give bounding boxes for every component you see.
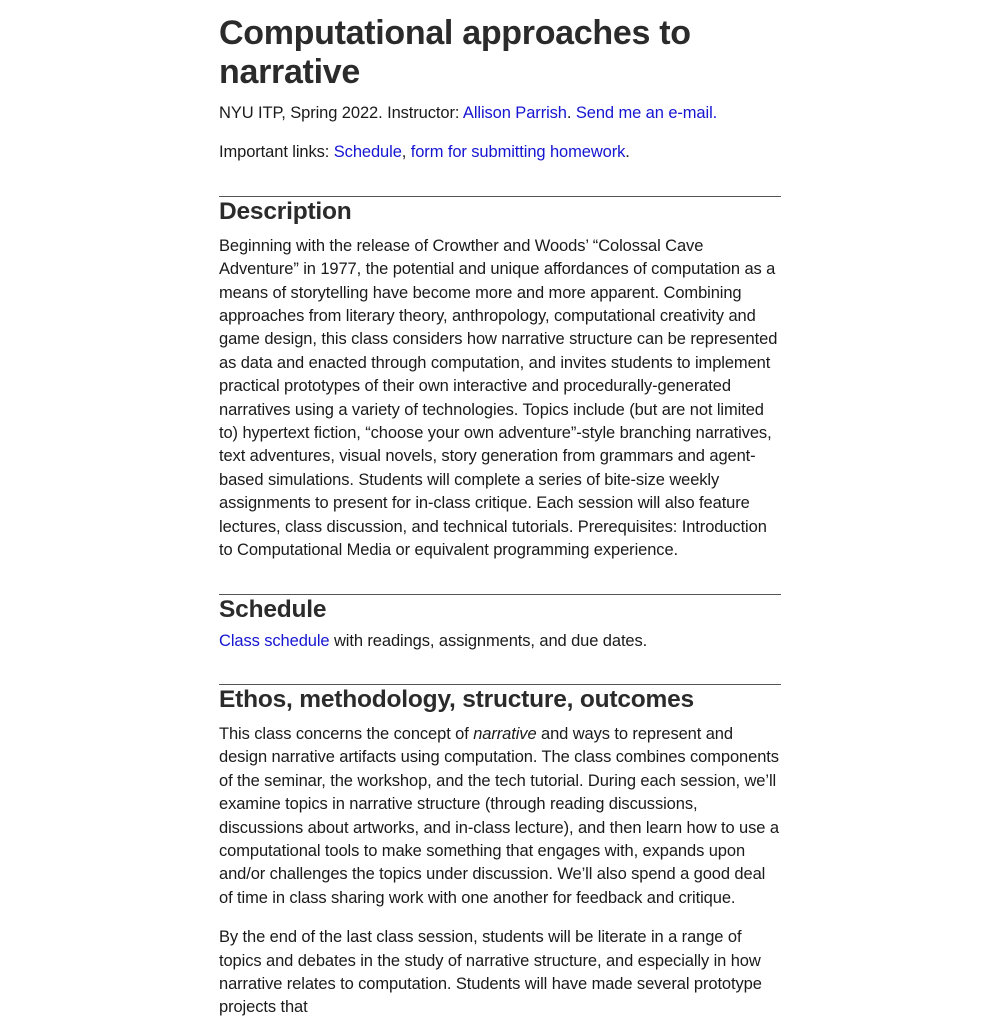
- course-meta: [219, 102, 781, 125]
- description-body: Beginning with the release of Crowther and Woods’ “Colossal Cave Adventure” in 1977, the potential and unique affordances of computation as a means of storytelling have become more and more apparent. Combining approaches from literary theory, anthropology, computational creativity and game design, this class considers how narrative structure can be represented as data and enacted through computation, and invites students to implement practical prototypes of their own interactive and procedurally-generated narratives using a variety of technologies. Topics include (but are not limited to) hypertext fiction, “choose your own adventure”-style branching narratives, text adventures, visual novels, story generation from grammars and agent-based simulations. Students will complete a series of bite-size weekly assignments to present for in-class critique. Each session will also feature lectures, class discussion, and technical tutorials. Prerequisites: Introduction to Computational Media or equivalent programming experience.: [219, 236, 778, 560]
- important-links-label: Important links:: [219, 143, 334, 162]
- ethos-heading: Ethos, methodology, structure, outcomes: [219, 685, 694, 713]
- email-link[interactable]: Send me an e-mail.: [575, 104, 718, 122]
- ethos-paragraph-2: By the end of the last class session, students will be literate in a range of topics and debates in the study of narrative structure, and especially in how narrative relates to computation. Students will have made several prototype projects that: [219, 928, 762, 1017]
- course-meta-text: NYU ITP, Spring 2022. Instructor:: [219, 104, 463, 122]
- schedule-body: [219, 630, 781, 653]
- ethos-p1-start: This class concerns the concept of: [219, 724, 474, 743]
- links-period: .: [625, 143, 630, 162]
- ethos-paragraph-1: [219, 723, 781, 910]
- schedule-link[interactable]: Schedule: [333, 143, 402, 162]
- important-links: [219, 141, 781, 164]
- instructor-link[interactable]: Allison Parrish: [462, 104, 567, 122]
- meta-separator: .: [566, 104, 576, 122]
- homework-form-link[interactable]: form for submitting homework: [410, 143, 626, 162]
- page-content: [219, 14, 781, 1020]
- description-section: [219, 196, 781, 563]
- description-heading: Description: [219, 197, 352, 225]
- ethos-section: [219, 684, 781, 1020]
- schedule-heading: Schedule: [219, 595, 327, 623]
- schedule-body-text: with readings, assignments, and due dates.: [329, 631, 648, 650]
- ethos-p1-rest: and ways to represent and design narrative artifacts using computation. The class combines components of the seminar, the workshop, and the tech tutorial. During each session, we’ll examine topics in narrative structure (through reading discussions, discussions about artworks, and in-class lecture), and then learn how to use a computational tools to make something that engages with, expands upon and/or challenges the topics under discussion. We’ll also spend a good deal of time in class sharing work with one another for feedback and critique.: [219, 724, 779, 907]
- links-comma: ,: [401, 143, 411, 162]
- page-title: Computational approaches to narrative: [219, 14, 691, 91]
- narrative-emphasis: narrative: [473, 724, 537, 743]
- schedule-section: [219, 594, 781, 653]
- class-schedule-link[interactable]: Class schedule: [219, 631, 330, 650]
